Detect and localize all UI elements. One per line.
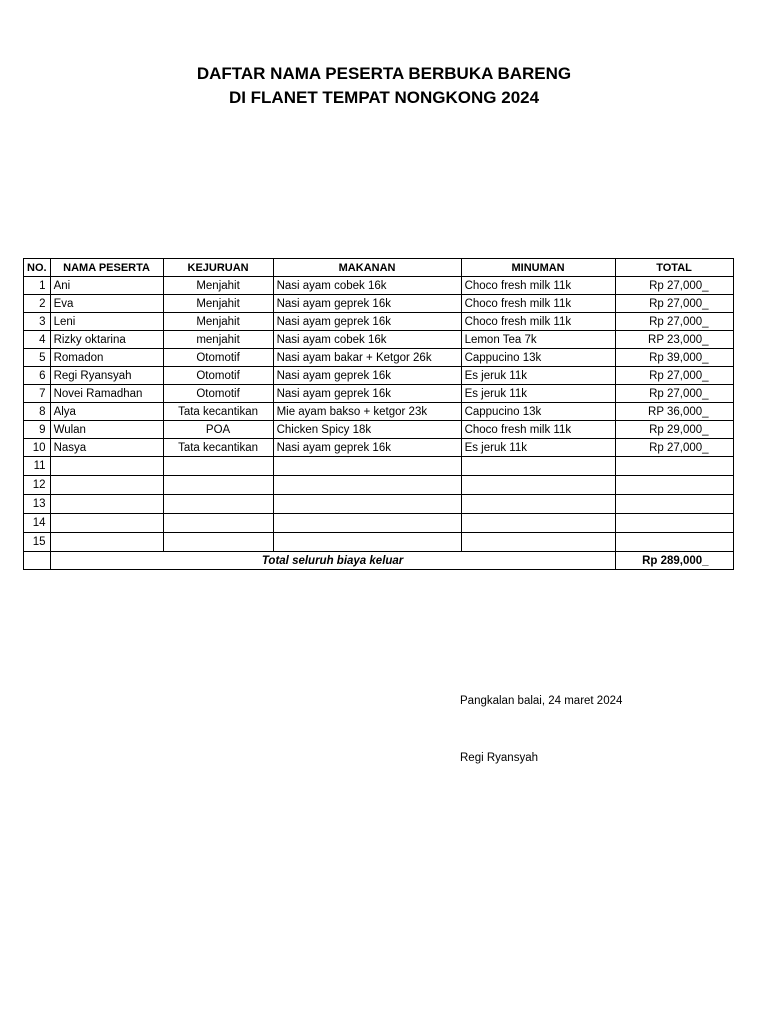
empty-cell	[273, 476, 461, 495]
empty-cell	[163, 457, 273, 476]
row-no: 6	[24, 367, 51, 385]
row-minuman: Es jeruk 11k	[461, 367, 615, 385]
empty-cell	[163, 533, 273, 552]
total-row	[24, 552, 734, 570]
empty-table-row	[24, 533, 734, 552]
total-blank-cell	[24, 552, 51, 570]
row-nama: Nasya	[50, 439, 163, 457]
row-nama: Ani	[50, 277, 163, 295]
table-row	[24, 331, 734, 349]
row-kejuruan: menjahit	[163, 331, 273, 349]
total-value: Rp 289,000_	[615, 552, 733, 570]
row-makanan: Nasi ayam cobek 16k	[273, 331, 461, 349]
header-nama-peserta: NAMA PESERTA	[50, 259, 163, 277]
signer-name: Regi Ryansyah	[460, 752, 538, 764]
row-total: Rp 27,000_	[615, 313, 733, 331]
row-no: 5	[24, 349, 51, 367]
row-total: Rp 27,000_	[615, 277, 733, 295]
empty-cell	[273, 533, 461, 552]
empty-cell	[461, 476, 615, 495]
row-total: Rp 29,000_	[615, 421, 733, 439]
header-kejuruan: KEJURUAN	[163, 259, 273, 277]
row-kejuruan: Otomotif	[163, 349, 273, 367]
empty-table-row	[24, 476, 734, 495]
empty-cell	[461, 495, 615, 514]
row-total: RP 36,000_	[615, 403, 733, 421]
empty-cell	[273, 514, 461, 533]
row-makanan: Nasi ayam geprek 16k	[273, 295, 461, 313]
empty-cell	[50, 495, 163, 514]
empty-cell	[273, 457, 461, 476]
header-minuman: MINUMAN	[461, 259, 615, 277]
empty-cell	[615, 514, 733, 533]
row-minuman: Choco fresh milk 11k	[461, 295, 615, 313]
row-kejuruan: Otomotif	[163, 385, 273, 403]
row-nama: Alya	[50, 403, 163, 421]
row-total: RP 23,000_	[615, 331, 733, 349]
document-title-line1: DAFTAR NAMA PESERTA BERBUKA BARENG	[196, 64, 572, 83]
row-makanan: Nasi ayam geprek 16k	[273, 313, 461, 331]
row-minuman: Lemon Tea 7k	[461, 331, 615, 349]
row-no: 11	[24, 457, 51, 476]
row-minuman: Choco fresh milk 11k	[461, 277, 615, 295]
table-row	[24, 403, 734, 421]
empty-cell	[461, 457, 615, 476]
empty-table-row	[24, 457, 734, 476]
row-kejuruan: POA	[163, 421, 273, 439]
empty-table-row	[24, 514, 734, 533]
empty-cell	[615, 476, 733, 495]
place-date: Pangkalan balai, 24 maret 2024	[460, 695, 623, 707]
total-label: Total seluruh biaya keluar	[50, 552, 615, 570]
empty-cell	[615, 533, 733, 552]
empty-cell	[615, 495, 733, 514]
table-row	[24, 349, 734, 367]
row-makanan: Mie ayam bakso + ketgor 23k	[273, 403, 461, 421]
empty-cell	[273, 495, 461, 514]
document-title-line2: DI FLANET TEMPAT NONGKONG 2024	[228, 88, 540, 107]
row-nama: Novei Ramadhan	[50, 385, 163, 403]
row-no: 7	[24, 385, 51, 403]
table-row	[24, 421, 734, 439]
empty-cell	[50, 476, 163, 495]
table-row	[24, 439, 734, 457]
row-no: 13	[24, 495, 51, 514]
row-no: 9	[24, 421, 51, 439]
row-nama: Regi Ryansyah	[50, 367, 163, 385]
empty-cell	[50, 457, 163, 476]
row-total: Rp 27,000_	[615, 295, 733, 313]
row-makanan: Nasi ayam geprek 16k	[273, 385, 461, 403]
row-minuman: Choco fresh milk 11k	[461, 421, 615, 439]
row-makanan: Nasi ayam cobek 16k	[273, 277, 461, 295]
row-kejuruan: Tata kecantikan	[163, 403, 273, 421]
row-nama: Eva	[50, 295, 163, 313]
row-no: 2	[24, 295, 51, 313]
row-no: 4	[24, 331, 51, 349]
row-makanan: Nasi ayam geprek 16k	[273, 367, 461, 385]
table-row	[24, 295, 734, 313]
row-makanan: Nasi ayam geprek 16k	[273, 439, 461, 457]
row-total: Rp 27,000_	[615, 367, 733, 385]
empty-cell	[50, 533, 163, 552]
row-no: 1	[24, 277, 51, 295]
row-minuman: Cappucino 13k	[461, 403, 615, 421]
empty-cell	[163, 476, 273, 495]
table-row	[24, 367, 734, 385]
row-no: 8	[24, 403, 51, 421]
empty-cell	[163, 514, 273, 533]
empty-cell	[163, 495, 273, 514]
table-header-row	[24, 259, 734, 277]
empty-table-row	[24, 495, 734, 514]
row-minuman: Cappucino 13k	[461, 349, 615, 367]
row-no: 10	[24, 439, 51, 457]
row-nama: Romadon	[50, 349, 163, 367]
row-no: 14	[24, 514, 51, 533]
row-nama: Wulan	[50, 421, 163, 439]
row-minuman: Choco fresh milk 11k	[461, 313, 615, 331]
row-no: 3	[24, 313, 51, 331]
row-kejuruan: Menjahit	[163, 277, 273, 295]
row-kejuruan: Otomotif	[163, 367, 273, 385]
header-total: TOTAL	[615, 259, 733, 277]
row-kejuruan: Menjahit	[163, 313, 273, 331]
row-no: 12	[24, 476, 51, 495]
row-minuman: Es jeruk 11k	[461, 385, 615, 403]
header-makanan: MAKANAN	[273, 259, 461, 277]
empty-cell	[615, 457, 733, 476]
row-kejuruan: Menjahit	[163, 295, 273, 313]
empty-cell	[461, 533, 615, 552]
table-row	[24, 277, 734, 295]
row-minuman: Es jeruk 11k	[461, 439, 615, 457]
row-no: 15	[24, 533, 51, 552]
row-makanan: Chicken Spicy 18k	[273, 421, 461, 439]
row-total: Rp 27,000_	[615, 439, 733, 457]
participants-table	[23, 258, 734, 570]
table-row	[24, 313, 734, 331]
empty-cell	[50, 514, 163, 533]
row-nama: Leni	[50, 313, 163, 331]
row-nama: Rizky oktarina	[50, 331, 163, 349]
row-total: Rp 39,000_	[615, 349, 733, 367]
header-no: NO.	[24, 259, 51, 277]
row-kejuruan: Tata kecantikan	[163, 439, 273, 457]
empty-cell	[461, 514, 615, 533]
table-row	[24, 385, 734, 403]
row-makanan: Nasi ayam bakar + Ketgor 26k	[273, 349, 461, 367]
row-total: Rp 27,000_	[615, 385, 733, 403]
